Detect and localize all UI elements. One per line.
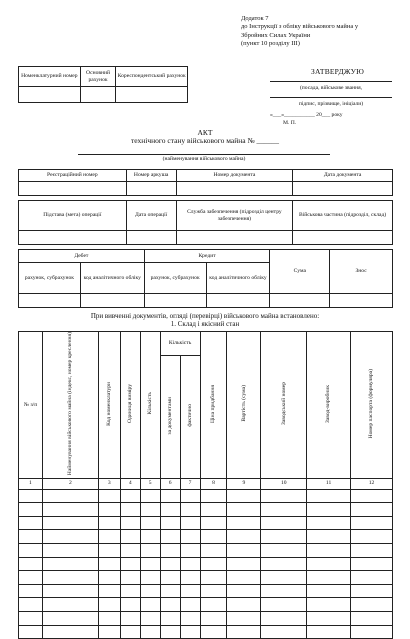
header-debit-analytic-code: код аналітичного обліку (80, 263, 144, 294)
table-cell[interactable] (160, 489, 180, 503)
header-item-name (42, 332, 98, 479)
wear-cell[interactable] (330, 294, 393, 308)
table-cell[interactable] (98, 571, 120, 585)
credit-code-cell[interactable] (206, 294, 270, 308)
column-number: 2 (42, 478, 98, 489)
table-cell[interactable] (120, 530, 140, 544)
table-cell[interactable] (120, 489, 140, 503)
column-number: 8 (200, 478, 227, 489)
table-cell[interactable] (200, 557, 227, 571)
column-number: 10 (261, 478, 307, 489)
header-document-date: Дата документа (293, 170, 393, 182)
table-cell[interactable] (227, 503, 261, 517)
table-cell[interactable] (19, 598, 43, 612)
header-supply-service: Служба забезпечення (підрозділ центру забезпечення) (176, 201, 293, 231)
sheet-number-cell[interactable] (126, 182, 176, 196)
header-unit (120, 332, 140, 479)
column-number: 3 (98, 478, 120, 489)
table-cell[interactable] (140, 584, 160, 598)
table-cell[interactable] (42, 584, 98, 598)
main-account-cell[interactable] (80, 87, 116, 103)
table-cell[interactable] (307, 598, 351, 612)
addendum-line-2: до Інструкції з обліку військового майна у (241, 23, 359, 31)
header-factory-number-text: Заводський номер (280, 382, 287, 426)
table-cell[interactable] (19, 503, 43, 517)
header-price (200, 332, 227, 479)
table-cell[interactable] (351, 489, 393, 503)
table-cell[interactable] (261, 544, 307, 558)
header-cost (227, 332, 261, 479)
column-number: 11 (307, 478, 351, 489)
header-quantity-group: Кількість (160, 332, 200, 356)
sum-cell[interactable] (270, 294, 330, 308)
column-number: 5 (140, 478, 160, 489)
table-cell[interactable] (120, 625, 140, 639)
header-actual-text: фактично (186, 404, 193, 427)
table-row (19, 544, 393, 558)
approval-date[interactable]: «___»___________ 20___ року (270, 112, 343, 118)
column-number: 1 (19, 478, 43, 489)
table-cell[interactable] (42, 557, 98, 571)
table-cell[interactable] (227, 598, 261, 612)
table-cell[interactable] (42, 489, 98, 503)
table-cell[interactable] (180, 584, 200, 598)
header-document-number: Номер документа (176, 170, 293, 182)
section-title: 1. Склад і якісний стан (170, 320, 240, 328)
table-cell[interactable] (180, 571, 200, 585)
composition-table-body (19, 489, 393, 639)
table-cell[interactable] (42, 611, 98, 625)
table-cell[interactable] (98, 611, 120, 625)
header-credit-account: рахунок, субрахунок (144, 263, 206, 294)
table-cell[interactable] (227, 611, 261, 625)
table-cell[interactable] (307, 489, 351, 503)
table-cell[interactable] (160, 571, 180, 585)
header-debit-account: рахунок, субрахунок (19, 263, 81, 294)
table-row (19, 503, 393, 517)
correspondent-account-cell[interactable] (116, 87, 188, 103)
table-cell[interactable] (307, 584, 351, 598)
table-cell[interactable] (19, 584, 43, 598)
column-number-row (19, 478, 393, 489)
table-cell[interactable] (120, 598, 140, 612)
addendum-line-4: (пункт 10 розділу ІІІ) (241, 40, 300, 48)
table-cell[interactable] (160, 544, 180, 558)
table-cell[interactable] (307, 530, 351, 544)
table-cell[interactable] (140, 489, 160, 503)
table-cell[interactable] (19, 489, 43, 503)
header-nomenclature-code-text: Код номенклатури (106, 381, 113, 426)
table-cell[interactable] (261, 503, 307, 517)
supply-service-cell[interactable] (176, 231, 293, 245)
table-cell[interactable] (19, 571, 43, 585)
table-cell[interactable] (227, 516, 261, 530)
column-number: 12 (351, 478, 393, 489)
table-cell[interactable] (351, 516, 393, 530)
table-cell[interactable] (200, 516, 227, 530)
header-cost-text: Вартість (сума) (240, 385, 247, 422)
table-row (19, 530, 393, 544)
table-cell[interactable] (42, 530, 98, 544)
table-cell[interactable] (180, 530, 200, 544)
table-cell[interactable] (351, 544, 393, 558)
table-cell[interactable] (120, 544, 140, 558)
header-wear: Знос (330, 250, 393, 294)
table-cell[interactable] (140, 516, 160, 530)
table-cell[interactable] (160, 516, 180, 530)
table-cell[interactable] (200, 598, 227, 612)
table-cell[interactable] (140, 598, 160, 612)
table-cell[interactable] (98, 516, 120, 530)
header-actual (180, 355, 200, 478)
document-date-cell[interactable] (293, 182, 393, 196)
table-cell[interactable] (200, 544, 227, 558)
table-row (19, 625, 393, 639)
table-row (19, 571, 393, 585)
table-cell[interactable] (307, 544, 351, 558)
table-cell[interactable] (42, 571, 98, 585)
table-cell[interactable] (200, 530, 227, 544)
debit-account-cell[interactable] (19, 294, 81, 308)
addendum-line-1: Додаток 7 (241, 15, 269, 22)
act-subtitle: технічного стану військового майна № ______ (130, 136, 279, 145)
header-nomenclature-code (98, 332, 120, 479)
table-cell[interactable] (351, 625, 393, 639)
table-cell[interactable] (140, 544, 160, 558)
approval-caption-name: підпис, прізвище, ініціали) (298, 101, 364, 107)
header-row-number-text: № з/п (23, 401, 38, 408)
debit-credit-table (18, 249, 393, 308)
header-by-documents-text: за документами (167, 396, 173, 435)
header-item-name-text: Найменування військового майна (індекс, номер креслення) (67, 332, 74, 476)
table-cell[interactable] (307, 516, 351, 530)
table-cell[interactable] (261, 557, 307, 571)
header-passport-number (351, 332, 393, 479)
table-cell[interactable] (140, 571, 160, 585)
table-row (19, 584, 393, 598)
act-title: АКТ (197, 128, 213, 137)
header-main-account: Основний рахунок (80, 67, 116, 87)
table-cell[interactable] (98, 544, 120, 558)
registration-number-cell[interactable] (19, 182, 127, 196)
table-cell[interactable] (261, 530, 307, 544)
table-cell[interactable] (227, 544, 261, 558)
table-cell[interactable] (120, 611, 140, 625)
table-cell[interactable] (140, 611, 160, 625)
table-cell[interactable] (140, 530, 160, 544)
table-cell[interactable] (351, 611, 393, 625)
act-name-line[interactable] (78, 154, 330, 155)
table-cell[interactable] (98, 625, 120, 639)
registration-table (18, 169, 393, 196)
table-cell[interactable] (200, 611, 227, 625)
table-cell[interactable] (160, 584, 180, 598)
table-cell[interactable] (261, 489, 307, 503)
table-cell[interactable] (261, 516, 307, 530)
table-cell[interactable] (98, 530, 120, 544)
approval-line-2[interactable] (270, 97, 392, 98)
header-registration-number: Реєстраційний номер (19, 170, 127, 182)
credit-account-cell[interactable] (144, 294, 206, 308)
table-cell[interactable] (180, 503, 200, 517)
operation-basis-cell[interactable] (19, 231, 127, 245)
table-cell[interactable] (307, 557, 351, 571)
table-cell[interactable] (261, 611, 307, 625)
table-row (19, 611, 393, 625)
header-unit-text: Одиниця виміру (127, 384, 134, 424)
table-cell[interactable] (42, 598, 98, 612)
table-cell[interactable] (200, 571, 227, 585)
table-cell[interactable] (140, 625, 160, 639)
table-cell[interactable] (227, 571, 261, 585)
table-cell[interactable] (227, 625, 261, 639)
table-cell[interactable] (351, 584, 393, 598)
approval-line-1[interactable] (270, 81, 392, 82)
header-nomenclature-number: Номенклатурний номер (19, 67, 81, 87)
header-operation-date: Дата операції (126, 201, 176, 231)
table-cell[interactable] (160, 557, 180, 571)
table-cell[interactable] (180, 516, 200, 530)
table-cell[interactable] (120, 571, 140, 585)
table-cell[interactable] (98, 557, 120, 571)
nomenclature-table (18, 66, 188, 103)
table-cell[interactable] (19, 611, 43, 625)
table-cell[interactable] (307, 571, 351, 585)
debit-code-cell[interactable] (80, 294, 144, 308)
header-credit-analytic-code: код аналітичного обліку (206, 263, 270, 294)
header-military-unit: Військова частина (підрозділ, склад) (293, 201, 393, 231)
table-cell[interactable] (200, 625, 227, 639)
table-cell[interactable] (180, 598, 200, 612)
table-cell[interactable] (227, 489, 261, 503)
column-number: 4 (120, 478, 140, 489)
approval-title: ЗАТВЕРДЖУЮ (311, 67, 365, 76)
table-cell[interactable] (120, 584, 140, 598)
table-cell[interactable] (120, 516, 140, 530)
header-quantity (140, 332, 160, 479)
header-price-text: Ціна придбання (210, 384, 217, 423)
header-quantity-text: Кількість (147, 392, 154, 415)
military-unit-cell[interactable] (293, 231, 393, 245)
header-manufacturer (307, 332, 351, 479)
table-cell[interactable] (180, 625, 200, 639)
table-row (19, 557, 393, 571)
column-number: 7 (180, 478, 200, 489)
table-cell[interactable] (200, 584, 227, 598)
composition-table (18, 331, 393, 639)
table-row (19, 489, 393, 503)
table-cell[interactable] (42, 625, 98, 639)
table-cell[interactable] (180, 611, 200, 625)
header-sheet-number: Номер аркуша (126, 170, 176, 182)
header-factory-number (261, 332, 307, 479)
table-cell[interactable] (160, 598, 180, 612)
table-cell[interactable] (98, 584, 120, 598)
header-sum: Сума (270, 250, 330, 294)
table-cell[interactable] (98, 503, 120, 517)
table-cell[interactable] (351, 530, 393, 544)
table-cell[interactable] (261, 625, 307, 639)
seal-mark: М. П. (283, 120, 297, 126)
findings-intro: При вивченні документів, огляді (перевірці) військового майна встановлено: (90, 312, 320, 320)
table-cell[interactable] (140, 503, 160, 517)
column-number: 6 (160, 478, 180, 489)
header-by-documents (160, 355, 180, 478)
table-cell[interactable] (351, 598, 393, 612)
approval-caption-position: (посада, військове звання, (299, 85, 363, 91)
table-cell[interactable] (160, 503, 180, 517)
table-cell[interactable] (351, 557, 393, 571)
table-cell[interactable] (227, 557, 261, 571)
table-cell[interactable] (351, 571, 393, 585)
document-number-cell[interactable] (176, 182, 293, 196)
table-cell[interactable] (180, 544, 200, 558)
operation-date-cell[interactable] (126, 231, 176, 245)
header-manufacturer-text: Завод-виробник (325, 384, 332, 423)
table-cell[interactable] (307, 611, 351, 625)
table-cell[interactable] (261, 598, 307, 612)
table-row (19, 598, 393, 612)
column-number: 9 (227, 478, 261, 489)
table-cell[interactable] (120, 557, 140, 571)
table-row (19, 516, 393, 530)
table-cell[interactable] (19, 625, 43, 639)
table-cell[interactable] (307, 503, 351, 517)
table-cell[interactable] (42, 503, 98, 517)
header-passport-number-text: Номер паспорта (формуляра) (368, 368, 375, 439)
basis-table (18, 200, 393, 245)
table-cell[interactable] (19, 516, 43, 530)
table-cell[interactable] (227, 584, 261, 598)
table-cell[interactable] (180, 557, 200, 571)
table-cell[interactable] (98, 598, 120, 612)
act-name-caption: (найменування військового майна) (162, 156, 246, 162)
nomenclature-number-cell[interactable] (19, 87, 81, 103)
table-cell[interactable] (160, 611, 180, 625)
table-cell[interactable] (261, 584, 307, 598)
table-cell[interactable] (200, 503, 227, 517)
table-cell[interactable] (200, 489, 227, 503)
table-cell[interactable] (140, 557, 160, 571)
table-cell[interactable] (120, 503, 140, 517)
table-cell[interactable] (351, 503, 393, 517)
table-cell[interactable] (19, 557, 43, 571)
header-operation-basis: Підстава (мета) операції (19, 201, 127, 231)
table-cell[interactable] (19, 544, 43, 558)
header-credit: Кредит (144, 250, 270, 263)
table-cell[interactable] (98, 489, 120, 503)
addendum-line-3: Збройних Силах України (241, 31, 311, 39)
table-cell[interactable] (42, 544, 98, 558)
table-cell[interactable] (307, 625, 351, 639)
header-row-number (19, 332, 43, 479)
addendum-block (241, 15, 358, 49)
header-debit: Дебет (19, 250, 145, 263)
table-cell[interactable] (227, 530, 261, 544)
table-cell[interactable] (42, 516, 98, 530)
table-cell[interactable] (160, 625, 180, 639)
table-cell[interactable] (160, 530, 180, 544)
table-cell[interactable] (261, 571, 307, 585)
table-cell[interactable] (19, 530, 43, 544)
table-cell[interactable] (180, 489, 200, 503)
header-correspondent-account: Кореспондентський рахунок (116, 67, 188, 87)
